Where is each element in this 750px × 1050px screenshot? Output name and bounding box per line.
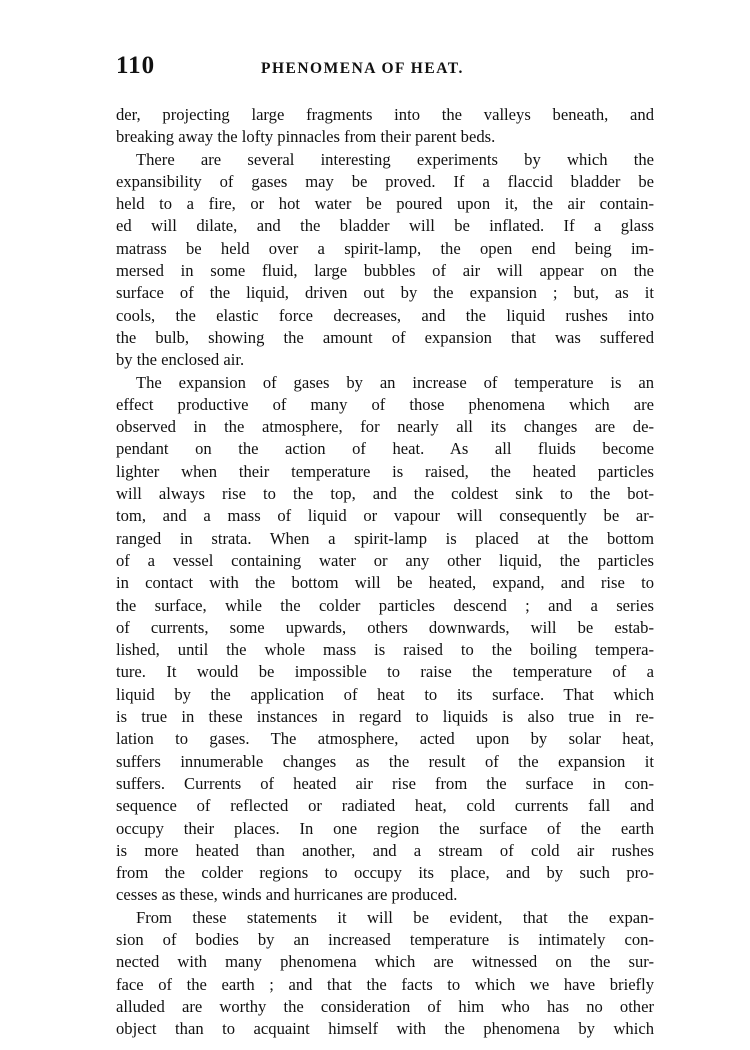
- text-line: lation to gases. The atmosphere, acted upon by solar heat,: [116, 729, 654, 749]
- text-line: ture. It would be impossible to raise the temperature of a: [116, 662, 654, 682]
- text-line: sequence of reflected or radiated heat, cold currents fall and: [116, 796, 654, 816]
- text-line: observed in the atmosphere, for nearly all its changes are de-: [116, 417, 654, 437]
- text-line: surface of the liquid, driven out by the expansion ; but, as it: [116, 283, 654, 303]
- text-line: the surface, while the colder particles descend ; and a series: [116, 595, 654, 615]
- text-line: is true in these instances in regard to liquids is also true in re-: [116, 707, 654, 727]
- text-line: held to a fire, or hot water be poured upon it, the air contain-: [116, 194, 654, 214]
- text-line: der, projecting large fragments into the valleys beneath, and: [116, 105, 654, 124]
- text-line: effect productive of many of those phenomena which are: [116, 394, 654, 414]
- text-line: sion of bodies by an increased temperature is intimately con-: [116, 929, 654, 949]
- body-text: [116, 104, 654, 1040]
- text-line: is more heated than another, and a stream of cold air rushes: [116, 840, 654, 860]
- text-line: face of the earth ; and that the facts to which we have briefly: [116, 974, 654, 994]
- text-line: occupy their places. In one region the surface of the earth: [116, 818, 654, 838]
- page-number: 110: [116, 52, 156, 79]
- text-line: from the colder regions to occupy its place, and by such pro-: [116, 863, 654, 883]
- text-line: expansibility of gases may be proved. If a flaccid bladder be: [116, 171, 654, 191]
- text-line: alluded are worthy the consideration of him who has no other: [116, 996, 654, 1016]
- text-line: the bulb, showing the amount of expansion that was suffered: [116, 327, 654, 347]
- running-head: PHENOMENA OF HEAT.: [261, 60, 464, 77]
- text-line: suffers innumerable changes as the result of the expansion it: [116, 751, 654, 771]
- text-line: of a vessel containing water or any other liquid, the particles: [116, 550, 654, 570]
- text-line: From these statements it will be evident, that the expan-: [136, 907, 654, 927]
- text-line: object than to acquaint himself with the phenomena by which: [116, 1019, 654, 1039]
- text-line: matrass be held over a spirit-lamp, the open end being im-: [116, 238, 654, 258]
- text-line: mersed in some fluid, large bubbles of air will appear on the: [116, 261, 654, 281]
- text-line: cesses as these, winds and hurricanes are produced.: [116, 885, 458, 905]
- text-line: There are several interesting experiments by which the: [136, 149, 654, 169]
- text-line: by the enclosed air.: [116, 350, 245, 370]
- text-line: in contact with the bottom will be heated, expand, and rise to: [116, 573, 654, 593]
- text-line: pendant on the action of heat. As all fluids become: [116, 439, 654, 459]
- text-line: of currents, some upwards, others downwards, will be estab-: [116, 617, 654, 637]
- text-line: ed will dilate, and the bladder will be inflated. If a glass: [116, 216, 654, 236]
- text-line: The expansion of gases by an increase of temperature is an: [136, 372, 654, 392]
- text-line: tom, and a mass of liquid or vapour will consequently be ar-: [116, 506, 654, 526]
- text-line: cools, the elastic force decreases, and the liquid rushes into: [116, 305, 654, 325]
- text-line: suffers. Currents of heated air rise from the surface in con-: [116, 773, 654, 793]
- text-line: lighter when their temperature is raised, the heated particles: [116, 461, 654, 481]
- text-line: lished, until the whole mass is raised to the boiling tempera-: [116, 640, 654, 660]
- text-line: breaking away the lofty pinnacles from their parent beds.: [116, 127, 496, 147]
- text-line: nected with many phenomena which are witnessed on the sur-: [116, 952, 654, 972]
- text-line: will always rise to the top, and the coldest sink to the bot-: [116, 484, 654, 504]
- page-header: [116, 52, 656, 92]
- text-line: ranged in strata. When a spirit-lamp is placed at the bottom: [116, 528, 654, 548]
- text-line: liquid by the application of heat to its surface. That which: [116, 684, 654, 704]
